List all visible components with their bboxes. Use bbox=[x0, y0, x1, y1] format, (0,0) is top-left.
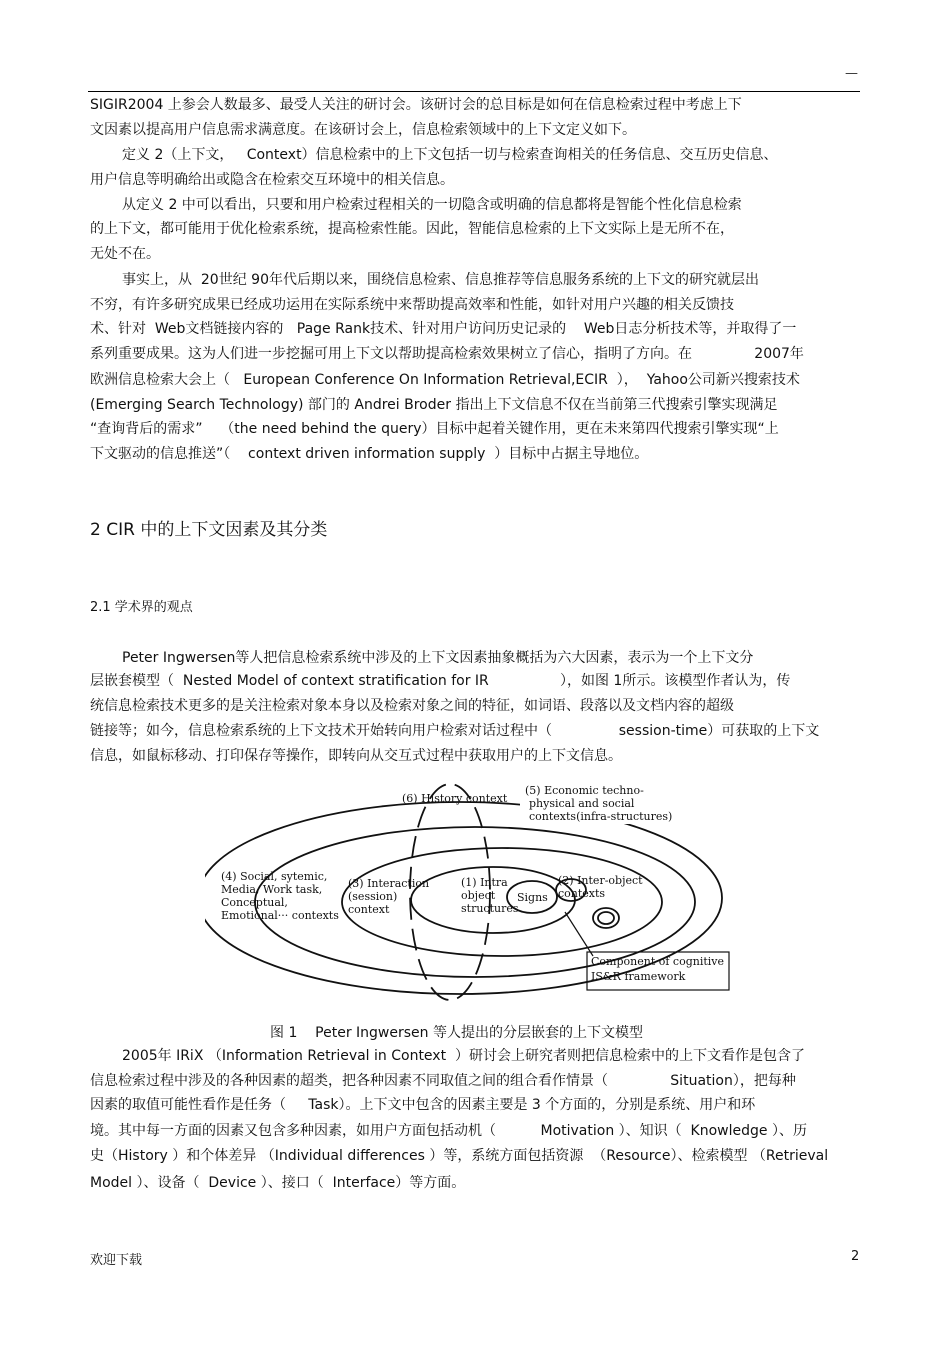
text-line: 系列重要成果。这为人们进一步挖掘可用上下文以帮助提高检索效果树立了信心，指明了方向。在 2007年 bbox=[90, 346, 804, 362]
text-line: 无处不在。 bbox=[90, 246, 160, 262]
text-line: 定义 2（上下文， Context）信息检索中的上下文包括一切与检索查询相关的任务信息、交互历史信息、 bbox=[122, 147, 778, 163]
label-intra: structures bbox=[461, 902, 519, 915]
footer-text: 欢迎下载 bbox=[90, 1253, 143, 1268]
text-line: 信息，如鼠标移动、打印保存等操作，即转向从交互式过程中获取用户的上下文信息。 bbox=[90, 748, 622, 764]
label-economic: physical and social bbox=[529, 797, 635, 810]
text-line: 下文驱动的信息推送”（ context driven information supply ）目标中占据主导地位。 bbox=[90, 446, 649, 462]
text-line: 层嵌套模型（ Nested Model of context stratification for IR ），如图 1所示。该模型作者认为，传 bbox=[90, 673, 791, 689]
text-line: Model ）、设备（ Device ）、接口（ Interface）等方面。 bbox=[90, 1175, 466, 1191]
text-line: Peter Ingwersen等人把信息检索系统中涉及的上下文因素抽象概括为六大因素，表示为一个上下文分 bbox=[122, 650, 754, 666]
text-line: “查询背后的需求” （the need behind the query）目标中起着关键作用，更在未来第四代搜索引擎实现“上 bbox=[90, 421, 779, 437]
label-interaction: (3) Interaction bbox=[348, 877, 430, 890]
nested-context-figure bbox=[205, 780, 740, 1010]
text-line: 史（History ）和个体差异 （Individual differences ）等，系统方面包括资源 （Resource）、检索模型 （Retrieval bbox=[90, 1148, 829, 1164]
text-line: 事实上，从 20世纪 90年代后期以来，围绕信息检索、信息推荐等信息服务系统的上下文的研究就层出 bbox=[122, 272, 759, 288]
label-component: IS&R framework bbox=[591, 970, 686, 983]
text-line: (Emerging Search Technology) 部门的 Andrei Broder 指出上下文信息不仅在当前第三代搜索引擎实现满足 bbox=[90, 397, 778, 413]
text-line: 从定义 2 中可以看出，只要和用户检索过程相关的一切隐含或明确的信息都将是智能个性化信息检索 bbox=[122, 197, 742, 213]
header-rule bbox=[88, 91, 860, 92]
text-line: 不穷，有许多研究成果已经成功运用在实际系统中来帮助提高效率和性能，如针对用户兴趣的相关反馈技 bbox=[90, 297, 734, 313]
text-line: 统信息检索技术更多的是关注检索对象本身以及检索对象之间的特征，如词语、段落以及文档内容的超级 bbox=[90, 698, 734, 714]
label-intra: (1) Intra bbox=[461, 876, 508, 889]
label-interaction: (session) bbox=[348, 890, 398, 903]
text-line: 信息检索过程中涉及的各种因素的超类，把各种因素不同取值之间的组合看作情景（ Situation），把每种 bbox=[90, 1073, 796, 1089]
text-line: 链接等；如今，信息检索系统的上下文技术开始转向用户检索对话过程中（ session-time）可获取的上下文 bbox=[90, 723, 820, 739]
label-social: (4) Social, sytemic, bbox=[221, 870, 328, 883]
text-line: 境。其中每一方面的因素又包含多种因素，如用户方面包括动机（ Motivation ）、知识（ Knowledge ）、历 bbox=[90, 1123, 807, 1139]
label-signs: Signs bbox=[517, 891, 548, 904]
text-line: 术、针对 Web文档链接内容的 Page Rank技术、针对用户访问历史记录的 Web日志分析技术等，并取得了一 bbox=[90, 321, 797, 337]
header-mark: — bbox=[845, 66, 858, 81]
text-line: 用户信息等明确给出或隐含在检索交互环境中的相关信息。 bbox=[90, 172, 454, 188]
label-social: Emotional··· contexts bbox=[221, 909, 339, 922]
subsection-heading: 2.1 学术界的观点 bbox=[90, 600, 193, 615]
label-economic: (5) Economic techno- bbox=[525, 784, 644, 797]
label-inter-object: (2) Inter-object bbox=[558, 874, 643, 887]
label-history: (6) History context bbox=[402, 792, 508, 805]
label-inter-object: contexts bbox=[558, 887, 606, 900]
label-intra: object bbox=[461, 889, 496, 902]
text-line: 的上下文，都可能用于优化检索系统，提高检索性能。因此，智能信息检索的上下文实际上是无所不在， bbox=[90, 221, 734, 237]
text-line: 因素的取值可能性看作是任务（ Task）。上下文中包含的因素主要是 3 个方面的，分别是系统、用户和环 bbox=[90, 1097, 756, 1113]
label-component: Component of cognitive bbox=[591, 955, 725, 968]
text-line: 文因素以提高用户信息需求满意度。在该研讨会上，信息检索领域中的上下文定义如下。 bbox=[90, 122, 636, 138]
label-social: Media, Work task, bbox=[221, 883, 323, 896]
label-social: Conceptual, bbox=[221, 896, 288, 909]
label-economic: contexts(infra-structures) bbox=[529, 810, 673, 823]
label-interaction: context bbox=[348, 903, 390, 916]
text-line: SIGIR2004 上参会人数最多、最受人关注的研讨会。该研讨会的总目标是如何在信息检索过程中考虑上下 bbox=[90, 97, 742, 113]
figure-caption: 图 1 Peter Ingwersen 等人提出的分层嵌套的上下文模型 bbox=[270, 1025, 643, 1041]
section-heading: 2 CIR 中的上下文因素及其分类 bbox=[90, 520, 328, 540]
text-line: 2005年 IRiX （Information Retrieval in Context ）研讨会上研究者则把信息检索中的上下文看作是包含了 bbox=[122, 1048, 805, 1064]
ellipse-inter-object-2-inner bbox=[598, 912, 614, 924]
page-number: 2 bbox=[851, 1249, 860, 1264]
text-line: 欧洲信息检索大会上（ European Conference On Information Retrieval,ECIR ）， Yahoo公司新兴搜索技术 bbox=[90, 372, 800, 388]
ellipse-inter-object-2 bbox=[593, 908, 619, 928]
